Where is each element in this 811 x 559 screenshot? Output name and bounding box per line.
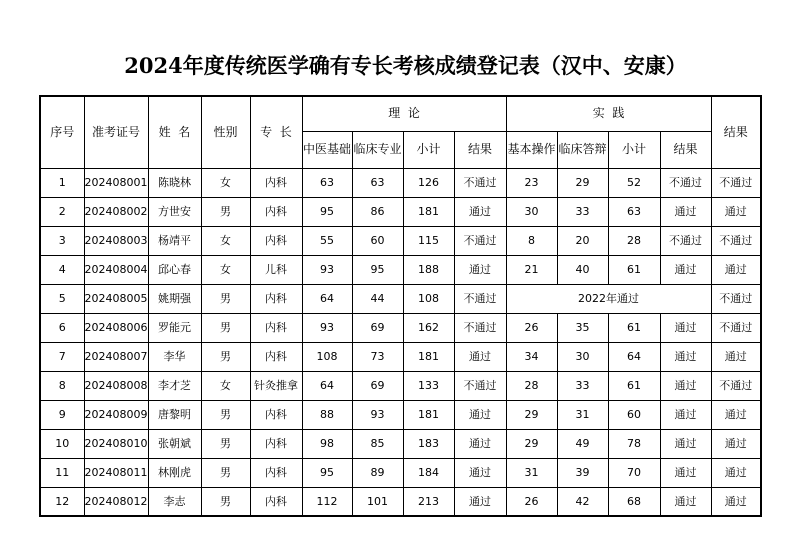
cell-name: 张朝斌	[148, 429, 201, 458]
cell-practice-subtotal: 64	[608, 342, 660, 371]
cell-practice-defense: 39	[557, 458, 608, 487]
header-gender: 性别	[201, 96, 250, 168]
cell-theory-subtotal: 183	[403, 429, 454, 458]
cell-theory-result: 通过	[454, 429, 506, 458]
cell-theory-clinical: 101	[352, 487, 403, 516]
cell-final-result: 不通过	[711, 313, 761, 342]
table-row	[40, 487, 761, 516]
cell-theory-clinical: 86	[352, 197, 403, 226]
cell-specialty: 内科	[250, 284, 302, 313]
cell-specialty: 内科	[250, 168, 302, 197]
header-practice-defense: 临床答辩	[557, 131, 608, 168]
page-title: 2024年度传统医学确有专长考核成绩登记表（汉中、安康）	[124, 53, 687, 78]
cell-practice-subtotal: 68	[608, 487, 660, 516]
cell-practice-subtotal: 63	[608, 197, 660, 226]
header-specialty: 专 长	[250, 96, 302, 168]
cell-final-result: 通过	[711, 400, 761, 429]
cell-theory-result: 不通过	[454, 168, 506, 197]
cell-name: 方世安	[148, 197, 201, 226]
cell-theory-result: 不通过	[454, 313, 506, 342]
cell-gender: 男	[201, 342, 250, 371]
cell-seq: 12	[40, 487, 84, 516]
cell-practice-operation: 23	[506, 168, 557, 197]
cell-practice-result: 通过	[660, 342, 711, 371]
cell-specialty: 内科	[250, 197, 302, 226]
table-row	[40, 226, 761, 255]
cell-theory-basic: 98	[302, 429, 352, 458]
cell-practice-result: 不通过	[660, 226, 711, 255]
cell-gender: 男	[201, 197, 250, 226]
cell-practice-operation: 26	[506, 487, 557, 516]
cell-theory-subtotal: 162	[403, 313, 454, 342]
cell-exam-no: 202408006	[84, 313, 148, 342]
cell-seq: 6	[40, 313, 84, 342]
cell-gender: 女	[201, 371, 250, 400]
cell-name: 林刚虎	[148, 458, 201, 487]
cell-practice-subtotal: 70	[608, 458, 660, 487]
cell-practice-defense: 33	[557, 197, 608, 226]
cell-theory-clinical: 69	[352, 313, 403, 342]
cell-gender: 男	[201, 313, 250, 342]
cell-practice-operation: 28	[506, 371, 557, 400]
cell-final-result: 通过	[711, 255, 761, 284]
cell-theory-subtotal: 133	[403, 371, 454, 400]
cell-practice-operation: 26	[506, 313, 557, 342]
cell-theory-result: 通过	[454, 458, 506, 487]
cell-gender: 女	[201, 168, 250, 197]
cell-theory-basic: 64	[302, 284, 352, 313]
cell-theory-basic: 64	[302, 371, 352, 400]
table-row	[40, 197, 761, 226]
cell-specialty: 针灸推拿	[250, 371, 302, 400]
cell-gender: 男	[201, 429, 250, 458]
table-row	[40, 458, 761, 487]
cell-specialty: 内科	[250, 342, 302, 371]
cell-seq: 2	[40, 197, 84, 226]
cell-gender: 女	[201, 226, 250, 255]
cell-theory-clinical: 89	[352, 458, 403, 487]
cell-specialty: 内科	[250, 487, 302, 516]
cell-specialty: 内科	[250, 313, 302, 342]
cell-gender: 男	[201, 284, 250, 313]
cell-seq: 10	[40, 429, 84, 458]
header-theory-clinical: 临床专业	[352, 131, 403, 168]
cell-practice-defense: 49	[557, 429, 608, 458]
cell-theory-clinical: 69	[352, 371, 403, 400]
cell-theory-subtotal: 108	[403, 284, 454, 313]
header-practice: 实 践	[506, 96, 711, 131]
table-row	[40, 400, 761, 429]
table-row	[40, 255, 761, 284]
cell-final-result: 不通过	[711, 226, 761, 255]
cell-practice-result: 通过	[660, 487, 711, 516]
table-row	[40, 429, 761, 458]
cell-theory-basic: 95	[302, 458, 352, 487]
cell-seq: 9	[40, 400, 84, 429]
cell-specialty: 内科	[250, 458, 302, 487]
cell-theory-basic: 88	[302, 400, 352, 429]
cell-practice-subtotal: 28	[608, 226, 660, 255]
cell-final-result: 通过	[711, 458, 761, 487]
table-row	[40, 168, 761, 197]
cell-exam-no: 202408007	[84, 342, 148, 371]
cell-final-result: 通过	[711, 487, 761, 516]
table-row	[40, 342, 761, 371]
cell-seq: 8	[40, 371, 84, 400]
cell-practice-result: 通过	[660, 400, 711, 429]
cell-theory-result: 通过	[454, 400, 506, 429]
header-seq: 序号	[40, 96, 84, 168]
cell-theory-subtotal: 181	[403, 342, 454, 371]
cell-theory-result: 通过	[454, 197, 506, 226]
cell-specialty: 内科	[250, 400, 302, 429]
cell-gender: 男	[201, 400, 250, 429]
cell-name: 陈晓林	[148, 168, 201, 197]
cell-seq: 11	[40, 458, 84, 487]
cell-exam-no: 202408004	[84, 255, 148, 284]
cell-theory-result: 不通过	[454, 226, 506, 255]
cell-gender: 男	[201, 487, 250, 516]
cell-theory-subtotal: 126	[403, 168, 454, 197]
cell-specialty: 内科	[250, 226, 302, 255]
header-name: 姓 名	[148, 96, 201, 168]
cell-practice-result: 通过	[660, 371, 711, 400]
header-theory-result: 结果	[454, 131, 506, 168]
cell-practice-subtotal: 61	[608, 255, 660, 284]
cell-theory-subtotal: 181	[403, 197, 454, 226]
cell-practice-defense: 20	[557, 226, 608, 255]
cell-practice-defense: 30	[557, 342, 608, 371]
cell-theory-basic: 95	[302, 197, 352, 226]
cell-practice-result: 通过	[660, 313, 711, 342]
header-practice-result: 结果	[660, 131, 711, 168]
cell-practice-result: 通过	[660, 458, 711, 487]
cell-seq: 4	[40, 255, 84, 284]
cell-exam-no: 202408011	[84, 458, 148, 487]
cell-theory-subtotal: 181	[403, 400, 454, 429]
cell-practice-note: 2022年通过	[506, 284, 711, 313]
cell-name: 罗能元	[148, 313, 201, 342]
cell-practice-defense: 35	[557, 313, 608, 342]
cell-practice-subtotal: 61	[608, 371, 660, 400]
cell-seq: 5	[40, 284, 84, 313]
cell-exam-no: 202408002	[84, 197, 148, 226]
cell-practice-operation: 29	[506, 400, 557, 429]
cell-exam-no: 202408012	[84, 487, 148, 516]
cell-practice-operation: 30	[506, 197, 557, 226]
cell-theory-basic: 55	[302, 226, 352, 255]
cell-theory-result: 通过	[454, 342, 506, 371]
cell-theory-result: 通过	[454, 487, 506, 516]
cell-name: 唐黎明	[148, 400, 201, 429]
cell-practice-operation: 31	[506, 458, 557, 487]
cell-name: 李志	[148, 487, 201, 516]
cell-theory-clinical: 44	[352, 284, 403, 313]
header-final-result: 结果	[711, 96, 761, 168]
score-table	[39, 95, 762, 517]
cell-practice-subtotal: 78	[608, 429, 660, 458]
table-row	[40, 371, 761, 400]
cell-practice-defense: 33	[557, 371, 608, 400]
cell-exam-no: 202408008	[84, 371, 148, 400]
cell-final-result: 不通过	[711, 371, 761, 400]
cell-specialty: 内科	[250, 429, 302, 458]
cell-theory-basic: 93	[302, 255, 352, 284]
cell-final-result: 通过	[711, 197, 761, 226]
cell-practice-operation: 34	[506, 342, 557, 371]
cell-practice-subtotal: 52	[608, 168, 660, 197]
cell-exam-no: 202408009	[84, 400, 148, 429]
cell-theory-subtotal: 213	[403, 487, 454, 516]
cell-practice-subtotal: 61	[608, 313, 660, 342]
cell-practice-defense: 42	[557, 487, 608, 516]
cell-seq: 3	[40, 226, 84, 255]
cell-theory-basic: 63	[302, 168, 352, 197]
cell-final-result: 通过	[711, 429, 761, 458]
cell-practice-defense: 29	[557, 168, 608, 197]
cell-theory-subtotal: 115	[403, 226, 454, 255]
table-row	[40, 313, 761, 342]
cell-theory-clinical: 73	[352, 342, 403, 371]
cell-final-result: 不通过	[711, 168, 761, 197]
cell-practice-result: 不通过	[660, 168, 711, 197]
cell-name: 邱心春	[148, 255, 201, 284]
header-theory: 理 论	[302, 96, 506, 131]
cell-final-result: 通过	[711, 342, 761, 371]
cell-practice-defense: 31	[557, 400, 608, 429]
cell-practice-defense: 40	[557, 255, 608, 284]
cell-theory-clinical: 85	[352, 429, 403, 458]
header-theory-basic: 中医基础	[302, 131, 352, 168]
table-row	[40, 284, 761, 313]
cell-theory-clinical: 93	[352, 400, 403, 429]
cell-exam-no: 202408001	[84, 168, 148, 197]
cell-theory-basic: 112	[302, 487, 352, 516]
header-practice-operation: 基本操作	[506, 131, 557, 168]
cell-name: 李才芝	[148, 371, 201, 400]
cell-theory-clinical: 95	[352, 255, 403, 284]
cell-theory-clinical: 63	[352, 168, 403, 197]
cell-theory-result: 不通过	[454, 371, 506, 400]
cell-name: 杨靖平	[148, 226, 201, 255]
cell-theory-basic: 93	[302, 313, 352, 342]
cell-gender: 男	[201, 458, 250, 487]
cell-theory-subtotal: 184	[403, 458, 454, 487]
cell-practice-operation: 29	[506, 429, 557, 458]
cell-exam-no: 202408005	[84, 284, 148, 313]
cell-name: 姚期强	[148, 284, 201, 313]
header-theory-subtotal: 小计	[403, 131, 454, 168]
cell-practice-result: 通过	[660, 255, 711, 284]
header-practice-subtotal: 小计	[608, 131, 660, 168]
cell-theory-result: 不通过	[454, 284, 506, 313]
cell-theory-subtotal: 188	[403, 255, 454, 284]
cell-theory-result: 通过	[454, 255, 506, 284]
cell-final-result: 不通过	[711, 284, 761, 313]
header-row-top	[40, 96, 761, 131]
cell-practice-operation: 21	[506, 255, 557, 284]
cell-practice-result: 通过	[660, 429, 711, 458]
cell-exam-no: 202408003	[84, 226, 148, 255]
cell-practice-result: 通过	[660, 197, 711, 226]
cell-theory-clinical: 60	[352, 226, 403, 255]
cell-seq: 1	[40, 168, 84, 197]
cell-theory-basic: 108	[302, 342, 352, 371]
header-exam-no: 准考证号	[84, 96, 148, 168]
cell-practice-subtotal: 60	[608, 400, 660, 429]
cell-seq: 7	[40, 342, 84, 371]
cell-specialty: 儿科	[250, 255, 302, 284]
cell-practice-operation: 8	[506, 226, 557, 255]
cell-name: 李华	[148, 342, 201, 371]
cell-exam-no: 202408010	[84, 429, 148, 458]
cell-gender: 女	[201, 255, 250, 284]
